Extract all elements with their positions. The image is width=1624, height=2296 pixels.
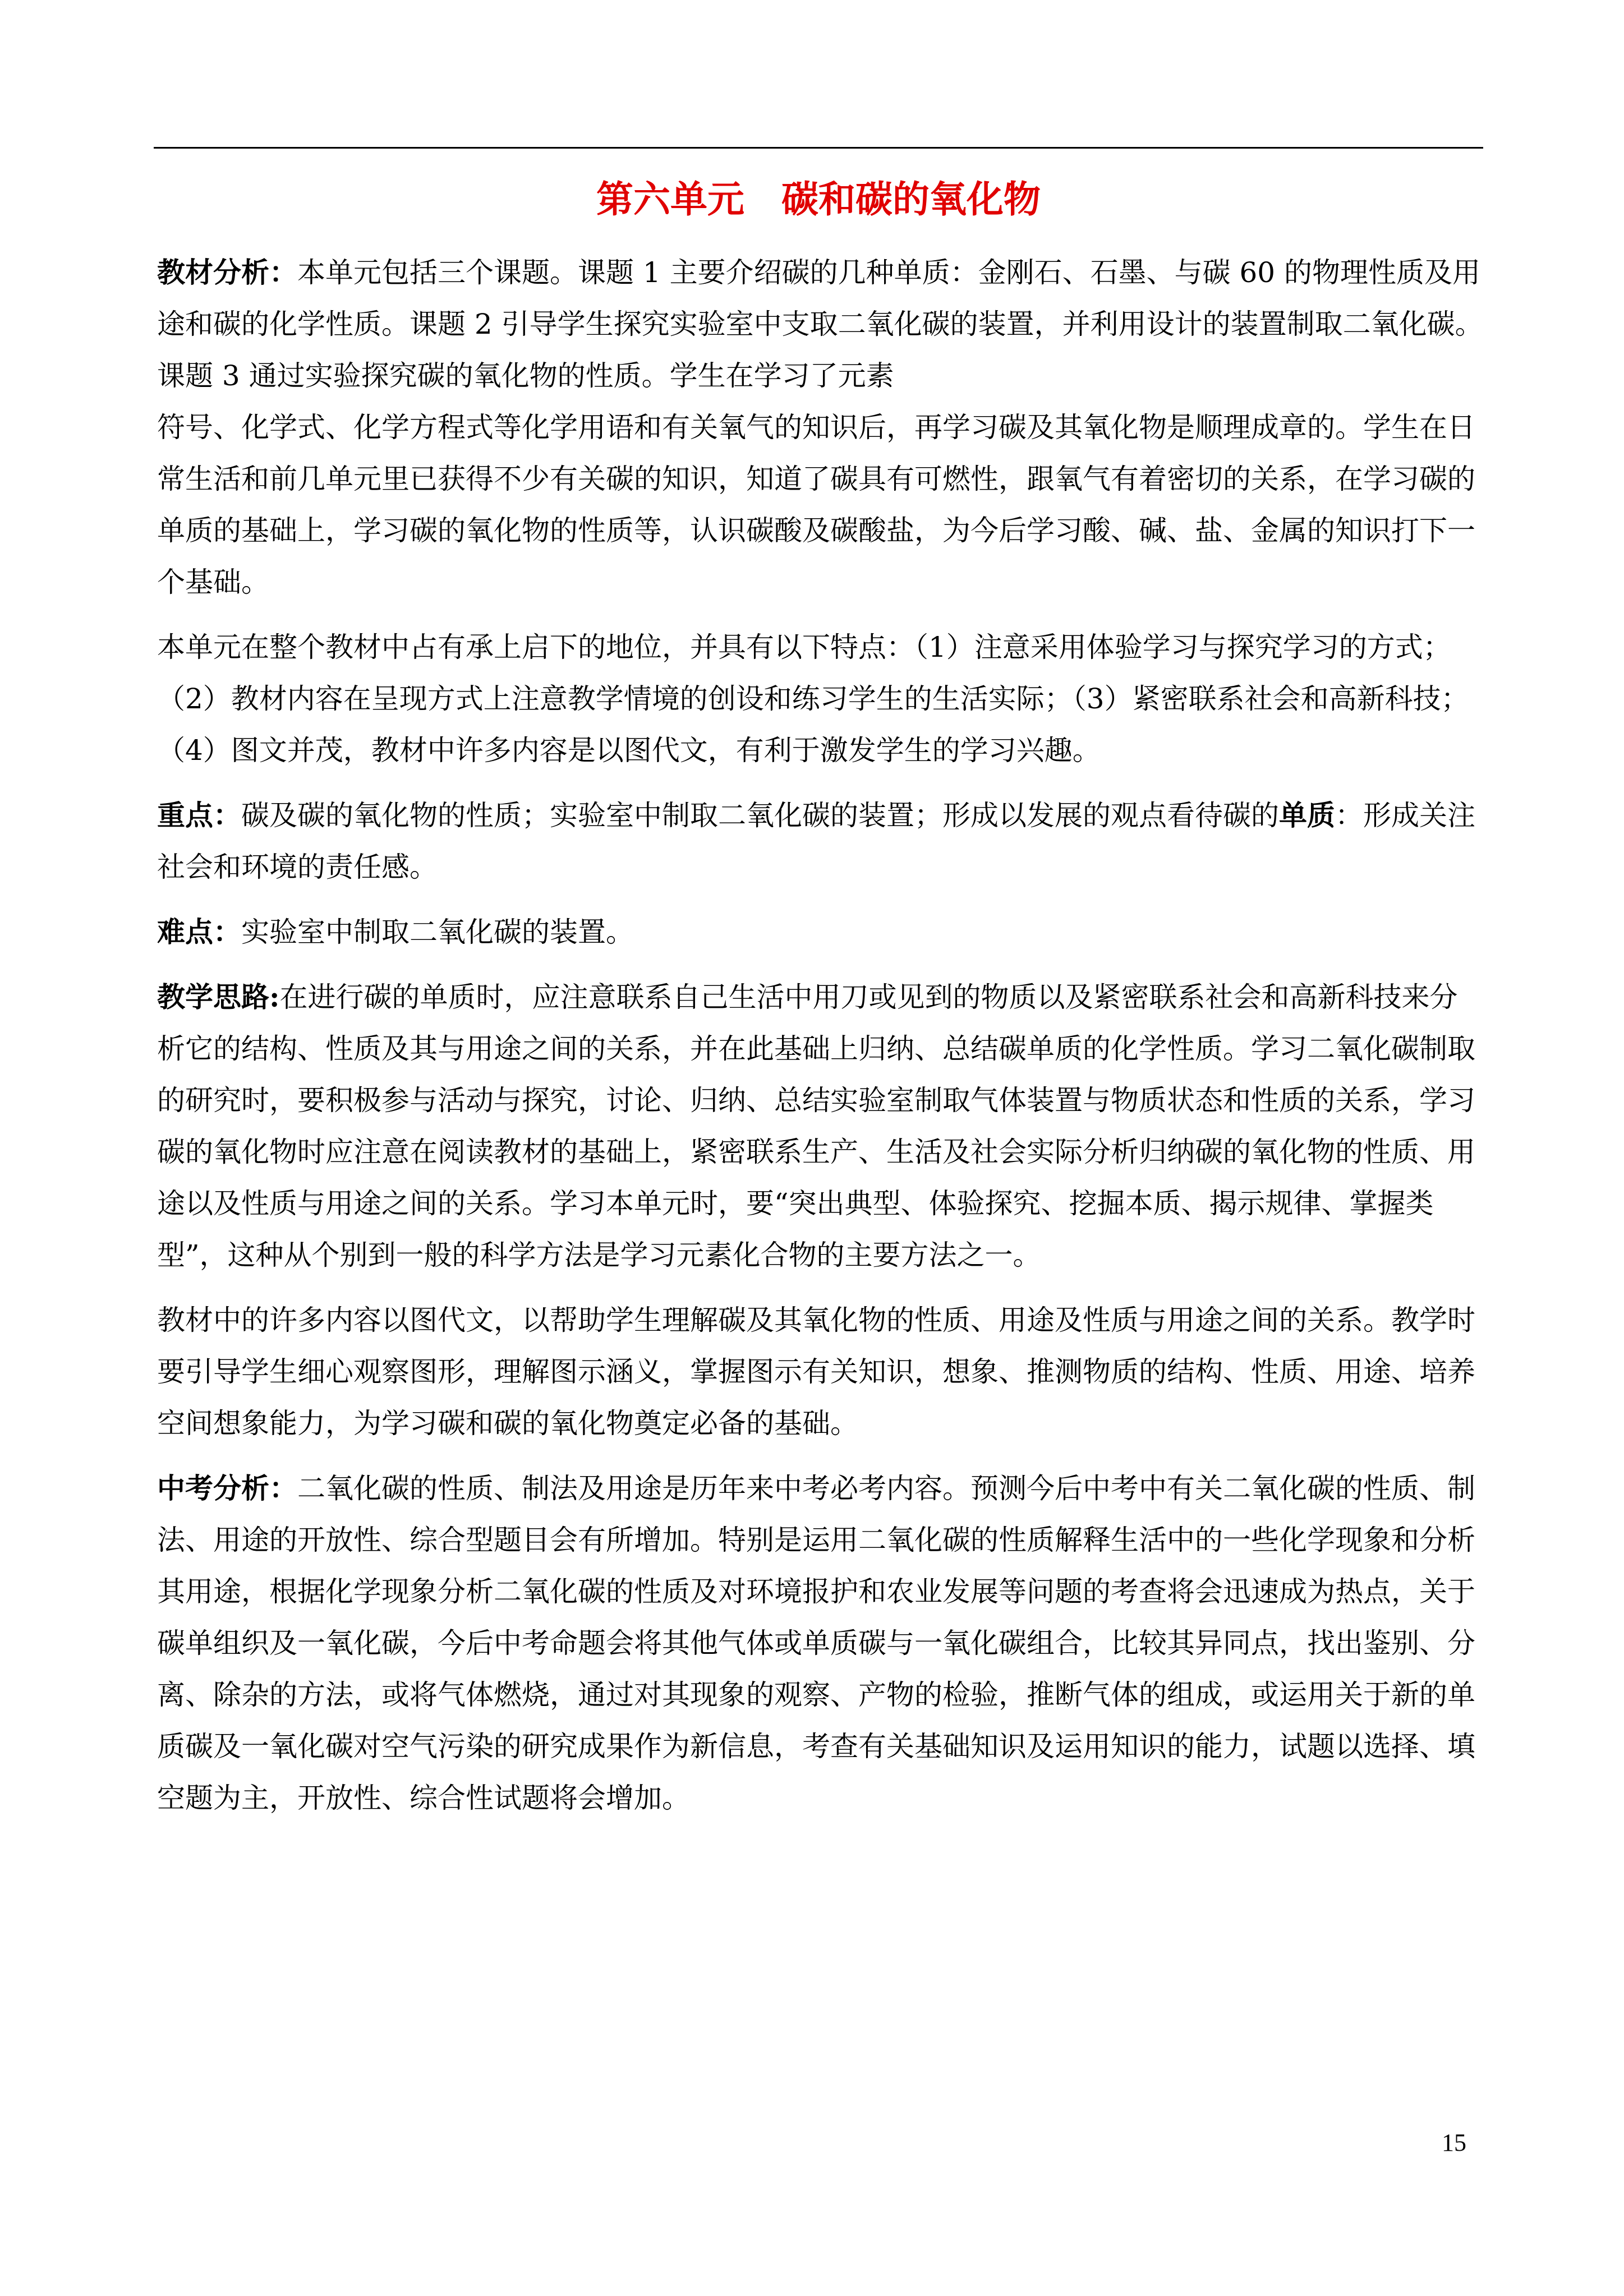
material-analysis-label: 教材分析： [157,256,297,289]
difficulty-paragraph [157,906,1484,958]
header-rule [154,147,1483,149]
teaching-approach-label: 教学思路: [157,980,280,1013]
teaching-approach-text: 在进行碳的单质时，应注意联系自己生活中用刀或见到的物质以及紧密联系社会和高新科技来分析它的结构、性质及其与用途之间的关系，并在此基础上归纳、总结碳单质的化学性质。学习二氧化碳制取的研究时，要积极参与活动与探究，讨论、归纳、总结实验室制取气体装置与物质状态和性质的关系，学习碳的氧化物时应注意在阅读教材的基础上，紧密联系生产、生活及社会实际分析归纳碳的氧化物的性质、用途以及性质与用途之间的关系。学习本单元时，要“突出典型、体验探究、挖掘本质、揭示规律、掌握类型”，这种从个别到一般的科学方法是学习元素化合物的主要方法之一。 [157,981,1475,1271]
teaching-approach-paragraph [157,971,1484,1281]
focus-bold-word: 单质 [1279,799,1335,832]
images-paragraph: 教材中的许多内容以图代文，以帮助学生理解碳及其氧化物的性质、用途及性质与用途之间的关系。教学时要引导学生细心观察图形，理解图示涵义，掌握图示有关知识，想象、推测物质的结构、性质、用途、培养空间想象能力，为学习碳和碳的氧化物奠定必备的基础。 [157,1304,1475,1440]
exam-analysis-paragraph [157,1463,1484,1824]
difficulty-label: 难点： [157,915,241,948]
material-analysis-paragraph [157,247,1484,402]
focus-text-b: ：形成关注社会和环境的责任感。 [157,799,1475,883]
material-analysis-text: 本单元包括三个课题。课题 1 主要介绍碳的几种单质：金刚石、石墨、与碳 60 的物理性质及用途和碳的化学性质。课题 2 引导学生探究实验室中支取二氧化碳的装置，并利用设计的装置制取二氧化碳。课题 3 通过实验探究碳的氧化物的性质。学生在学习了元素 [157,256,1483,392]
difficulty-text: 实验室中制取二氧化碳的装置。 [241,916,634,948]
focus-label: 重点： [157,799,241,832]
page-number: 15 [1442,2129,1466,2156]
body-text [157,247,1484,1837]
focus-paragraph [157,790,1484,893]
exam-analysis-label: 中考分析： [157,1472,297,1505]
material-analysis-continued: 符号、化学式、化学方程式等化学用语和有关氧气的知识后，再学习碳及其氧化物是顺理成章的。学生在日常生活和前几单元里已获得不少有关碳的知识，知道了碳具有可燃性，跟氧气有着密切的关系，在学习碳的单质的基础上，学习碳的氧化物的性质等，认识碳酸及碳酸盐，为今后学习酸、碱、盐、金属的知识打下一个基础。 [157,411,1475,598]
unit-position-paragraph: 本单元在整个教材中占有承上启下的地位，并具有以下特点：（1）注意采用体验学习与探究学习的方式；（2）教材内容在呈现方式上注意教学情境的创设和练习学生的生活实际；（3）紧密联系社会和高新科技；（4）图文并茂，教材中许多内容是以图代文，有利于激发学生的学习兴趣。 [157,631,1469,767]
exam-analysis-text: 二氧化碳的性质、制法及用途是历年来中考必考内容。预测今后中考中有关二氧化碳的性质、制法、用途的开放性、综合型题目会有所增加。特别是运用二氧化碳的性质解释生活中的一些化学现象和分析其用途，根据化学现象分析二氧化碳的性质及对环境报护和农业发展等问题的考查将会迅速成为热点，关于碳单组织及一氧化碳，今后中考命题会将其他气体或单质碳与一氧化碳组合，比较其异同点，找出鉴别、分离、除杂的方法，或将气体燃烧，通过对其现象的观察、产物的检验，推断气体的组成，或运用关于新的单质碳及一氧化碳对空气污染的研究成果作为新信息，考查有关基础知识及运用知识的能力，试题以选择、填空题为主，开放性、综合性试题将会增加。 [157,1472,1475,1814]
focus-text-a: 碳及碳的氧化物的性质；实验室中制取二氧化碳的装置；形成以发展的观点看待碳的 [241,799,1279,832]
page-title: 第六单元 碳和碳的氧化物 [596,177,1041,221]
